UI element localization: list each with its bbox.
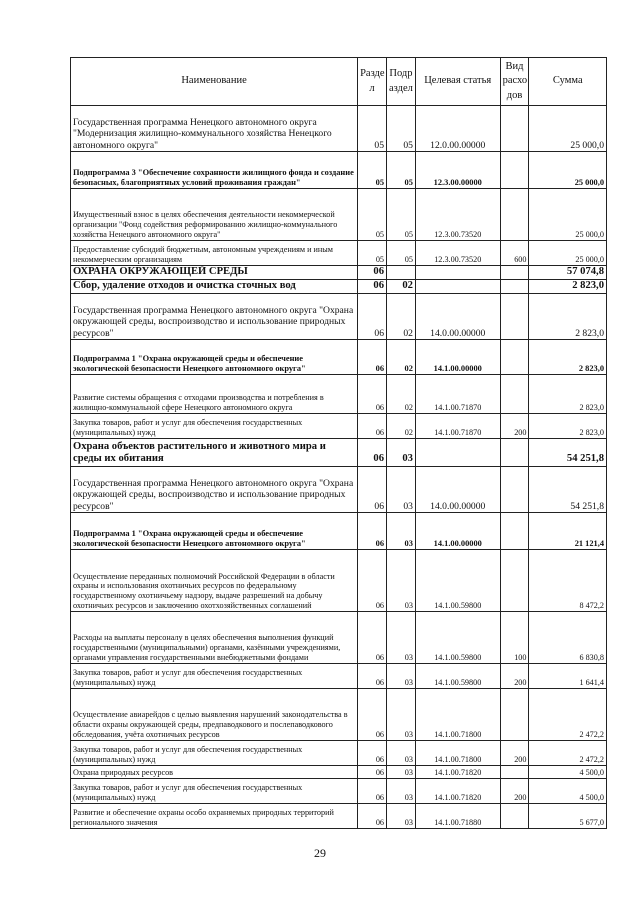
row-sum-cell: 5 677,0 xyxy=(529,804,607,829)
header-subsection: Подр аздел xyxy=(387,58,416,106)
row-name-cell: Подпрограмма 3 "Обеспечение сохранности жилищного фонда и создание безопасных, благоприятных условий проживания граждан" xyxy=(71,152,358,189)
table-row xyxy=(71,741,607,766)
table-row xyxy=(71,375,607,414)
row-expense-type-cell: 200 xyxy=(500,414,529,439)
row-name-cell: Имущественный взнос в целях обеспечения деятельности некоммерческой организации "Фонд содействия реформированию жилищно-коммунального хозяйства Ненецкого автономного округа" xyxy=(71,189,358,241)
row-section-cell: 06 xyxy=(358,612,387,664)
row-sum-cell: 25 000,0 xyxy=(529,241,607,266)
row-expense-type-cell: 600 xyxy=(500,241,529,266)
row-article-cell: 14.1.00.71820 xyxy=(415,779,500,804)
table-body xyxy=(71,106,607,829)
row-subsection-cell: 03 xyxy=(387,741,416,766)
row-section-cell: 06 xyxy=(358,550,387,612)
row-expense-type-cell: 200 xyxy=(500,779,529,804)
row-section-cell: 06 xyxy=(358,664,387,689)
row-article-cell: 14.1.00.00000 xyxy=(415,513,500,550)
table-row xyxy=(71,779,607,804)
table-row xyxy=(71,664,607,689)
row-subsection-cell: 05 xyxy=(387,106,416,152)
row-name-cell: Расходы на выплаты персоналу в целях обеспечения выполнения функций государственными (муниципальными) органами, казёнными учреждениями, органами управления государственными внебюджетными фондами xyxy=(71,612,358,664)
row-name-cell: Осуществление авиарейдов с целью выявления нарушений законодательства в области охраны окружающей среды, предпаводкового и послепаводкового обследования, учёта охотничьих ресурсов xyxy=(71,689,358,741)
row-subsection-cell: 05 xyxy=(387,241,416,266)
row-name-cell: Охрана природных ресурсов xyxy=(71,766,358,779)
row-expense-type-cell xyxy=(500,439,529,467)
row-expense-type-cell xyxy=(500,467,529,513)
row-section-cell: 06 xyxy=(358,513,387,550)
row-expense-type-cell: 200 xyxy=(500,741,529,766)
row-article-cell: 12.3.00.00000 xyxy=(415,152,500,189)
header-article: Целевая статья xyxy=(415,58,500,106)
row-subsection-cell: 03 xyxy=(387,550,416,612)
row-expense-type-cell xyxy=(500,280,529,294)
row-article-cell xyxy=(415,439,500,467)
row-article-cell: 14.0.00.00000 xyxy=(415,467,500,513)
row-section-cell: 06 xyxy=(358,804,387,829)
row-section-cell: 06 xyxy=(358,779,387,804)
row-name-cell: Подпрограмма 1 "Охрана окружающей среды и обеспечение экологической безопасности Ненецкого автономного округа" xyxy=(71,340,358,375)
row-sum-cell: 2 823,0 xyxy=(529,340,607,375)
row-subsection-cell: 03 xyxy=(387,664,416,689)
row-sum-cell: 25 000,0 xyxy=(529,106,607,152)
row-expense-type-cell xyxy=(500,375,529,414)
row-expense-type-cell xyxy=(500,189,529,241)
row-article-cell xyxy=(415,266,500,280)
row-article-cell: 14.1.00.71870 xyxy=(415,414,500,439)
row-sum-cell: 2 823,0 xyxy=(529,414,607,439)
row-section-cell: 05 xyxy=(358,106,387,152)
row-article-cell: 14.1.00.71800 xyxy=(415,741,500,766)
row-sum-cell: 25 000,0 xyxy=(529,189,607,241)
header-section: Разде л xyxy=(358,58,387,106)
row-article-cell: 12.0.00.00000 xyxy=(415,106,500,152)
row-section-cell: 06 xyxy=(358,340,387,375)
page-number: 29 xyxy=(314,846,326,860)
row-subsection-cell: 03 xyxy=(387,467,416,513)
row-name-cell: Государственная программа Ненецкого автономного округа "Модернизация жилищно-коммунального хозяйства Ненецкого автономного округа" xyxy=(71,106,358,152)
row-sum-cell: 2 472,2 xyxy=(529,689,607,741)
row-section-cell: 05 xyxy=(358,189,387,241)
row-subsection-cell: 03 xyxy=(387,779,416,804)
row-article-cell: 14.1.00.71800 xyxy=(415,689,500,741)
row-article-cell: 14.1.00.71880 xyxy=(415,804,500,829)
row-name-cell: Предоставление субсидий бюджетным, автономным учреждениям и иным некоммерческим организациям xyxy=(71,241,358,266)
row-expense-type-cell xyxy=(500,513,529,550)
table-row xyxy=(71,414,607,439)
row-section-cell: 06 xyxy=(358,375,387,414)
row-sum-cell: 1 641,4 xyxy=(529,664,607,689)
table-row xyxy=(71,804,607,829)
row-expense-type-cell xyxy=(500,266,529,280)
row-name-cell: Подпрограмма 1 "Охрана окружающей среды и обеспечение экологической безопасности Ненецкого автономного округа" xyxy=(71,513,358,550)
row-sum-cell: 2 823,0 xyxy=(529,280,607,294)
row-subsection-cell: 03 xyxy=(387,804,416,829)
row-expense-type-cell xyxy=(500,804,529,829)
row-sum-cell: 4 500,0 xyxy=(529,766,607,779)
row-article-cell: 14.1.00.59800 xyxy=(415,612,500,664)
row-sum-cell: 6 830,8 xyxy=(529,612,607,664)
row-section-cell: 06 xyxy=(358,766,387,779)
row-subsection-cell: 03 xyxy=(387,439,416,467)
row-subsection-cell: 02 xyxy=(387,280,416,294)
row-article-cell: 14.1.00.59800 xyxy=(415,664,500,689)
row-sum-cell: 8 472,2 xyxy=(529,550,607,612)
row-article-cell: 14.1.00.59800 xyxy=(415,550,500,612)
row-expense-type-cell xyxy=(500,550,529,612)
row-name-cell: Закупка товаров, работ и услуг для обеспечения государственных (муниципальных) нужд xyxy=(71,664,358,689)
row-expense-type-cell xyxy=(500,152,529,189)
table-row xyxy=(71,294,607,340)
row-name-cell: Закупка товаров, работ и услуг для обеспечения государственных (муниципальных) нужд xyxy=(71,779,358,804)
row-sum-cell: 4 500,0 xyxy=(529,779,607,804)
table-row xyxy=(71,550,607,612)
row-article-cell: 12.3.00.73520 xyxy=(415,189,500,241)
budget-table xyxy=(70,57,607,829)
row-name-cell: Государственная программа Ненецкого автономного округа "Охрана окружающей среды, воспроизводство и использование природных ресурсов" xyxy=(71,467,358,513)
row-subsection-cell: 03 xyxy=(387,766,416,779)
row-subsection-cell: 02 xyxy=(387,375,416,414)
row-sum-cell: 2 823,0 xyxy=(529,375,607,414)
table-row xyxy=(71,280,607,294)
table-row xyxy=(71,766,607,779)
row-name-cell: ОХРАНА ОКРУЖАЮЩЕЙ СРЕДЫ xyxy=(71,266,358,280)
table-row xyxy=(71,340,607,375)
row-sum-cell: 2 823,0 xyxy=(529,294,607,340)
table-row xyxy=(71,689,607,741)
row-section-cell: 06 xyxy=(358,280,387,294)
row-sum-cell: 57 074,8 xyxy=(529,266,607,280)
row-section-cell: 05 xyxy=(358,241,387,266)
row-name-cell: Государственная программа Ненецкого автономного округа "Охрана окружающей среды, воспроизводство и использование природных ресурсов" xyxy=(71,294,358,340)
header-expense-type: Вид расхо дов xyxy=(500,58,529,106)
row-expense-type-cell xyxy=(500,106,529,152)
row-subsection-cell: 05 xyxy=(387,189,416,241)
table-row xyxy=(71,439,607,467)
row-name-cell: Развитие и обеспечение охраны особо охраняемых природных территорий регионального значения xyxy=(71,804,358,829)
row-subsection-cell: 03 xyxy=(387,612,416,664)
row-name-cell: Сбор, удаление отходов и очистка сточных вод xyxy=(71,280,358,294)
row-sum-cell: 21 121,4 xyxy=(529,513,607,550)
header-sum: Сумма xyxy=(529,58,607,106)
row-name-cell: Охрана объектов растительного и животного мира и среды их обитания xyxy=(71,439,358,467)
row-name-cell: Закупка товаров, работ и услуг для обеспечения государственных (муниципальных) нужд xyxy=(71,741,358,766)
row-section-cell: 06 xyxy=(358,467,387,513)
table-row xyxy=(71,189,607,241)
header-name: Наименование xyxy=(71,58,358,106)
row-name-cell: Закупка товаров, работ и услуг для обеспечения государственных (муниципальных) нужд xyxy=(71,414,358,439)
row-subsection-cell: 03 xyxy=(387,689,416,741)
row-article-cell: 14.1.00.00000 xyxy=(415,340,500,375)
row-article-cell: 14.0.00.00000 xyxy=(415,294,500,340)
table-row xyxy=(71,266,607,280)
row-article-cell xyxy=(415,280,500,294)
row-sum-cell: 2 472,2 xyxy=(529,741,607,766)
row-name-cell: Осуществление переданных полномочий Российской Федерации в области охраны и использования охотничьих ресурсов по федеральному государственному охотничьему надзору, выдаче разрешений на добычу охотничьих ресурсов и заключению охотхозяйственных соглашений xyxy=(71,550,358,612)
row-section-cell: 06 xyxy=(358,689,387,741)
row-article-cell: 14.1.00.71870 xyxy=(415,375,500,414)
row-expense-type-cell xyxy=(500,689,529,741)
row-sum-cell: 25 000,0 xyxy=(529,152,607,189)
row-expense-type-cell: 200 xyxy=(500,664,529,689)
row-expense-type-cell xyxy=(500,766,529,779)
row-sum-cell: 54 251,8 xyxy=(529,467,607,513)
row-subsection-cell: 02 xyxy=(387,414,416,439)
row-subsection-cell: 03 xyxy=(387,513,416,550)
row-sum-cell: 54 251,8 xyxy=(529,439,607,467)
row-section-cell: 06 xyxy=(358,294,387,340)
row-subsection-cell xyxy=(387,266,416,280)
table-row xyxy=(71,467,607,513)
row-section-cell: 06 xyxy=(358,414,387,439)
row-subsection-cell: 02 xyxy=(387,340,416,375)
table-row xyxy=(71,513,607,550)
row-expense-type-cell: 100 xyxy=(500,612,529,664)
table-row xyxy=(71,106,607,152)
row-subsection-cell: 05 xyxy=(387,152,416,189)
row-article-cell: 14.1.00.71820 xyxy=(415,766,500,779)
row-section-cell: 06 xyxy=(358,266,387,280)
table-header-row xyxy=(71,58,607,106)
row-expense-type-cell xyxy=(500,294,529,340)
row-subsection-cell: 02 xyxy=(387,294,416,340)
table-row xyxy=(71,152,607,189)
table-row xyxy=(71,612,607,664)
table-row xyxy=(71,241,607,266)
row-article-cell: 12.3.00.73520 xyxy=(415,241,500,266)
row-section-cell: 06 xyxy=(358,741,387,766)
row-section-cell: 06 xyxy=(358,439,387,467)
row-name-cell: Развитие системы обращения с отходами производства и потребления в жилищно-коммунальной сфере Ненецкого автономного округа xyxy=(71,375,358,414)
row-expense-type-cell xyxy=(500,340,529,375)
row-section-cell: 05 xyxy=(358,152,387,189)
